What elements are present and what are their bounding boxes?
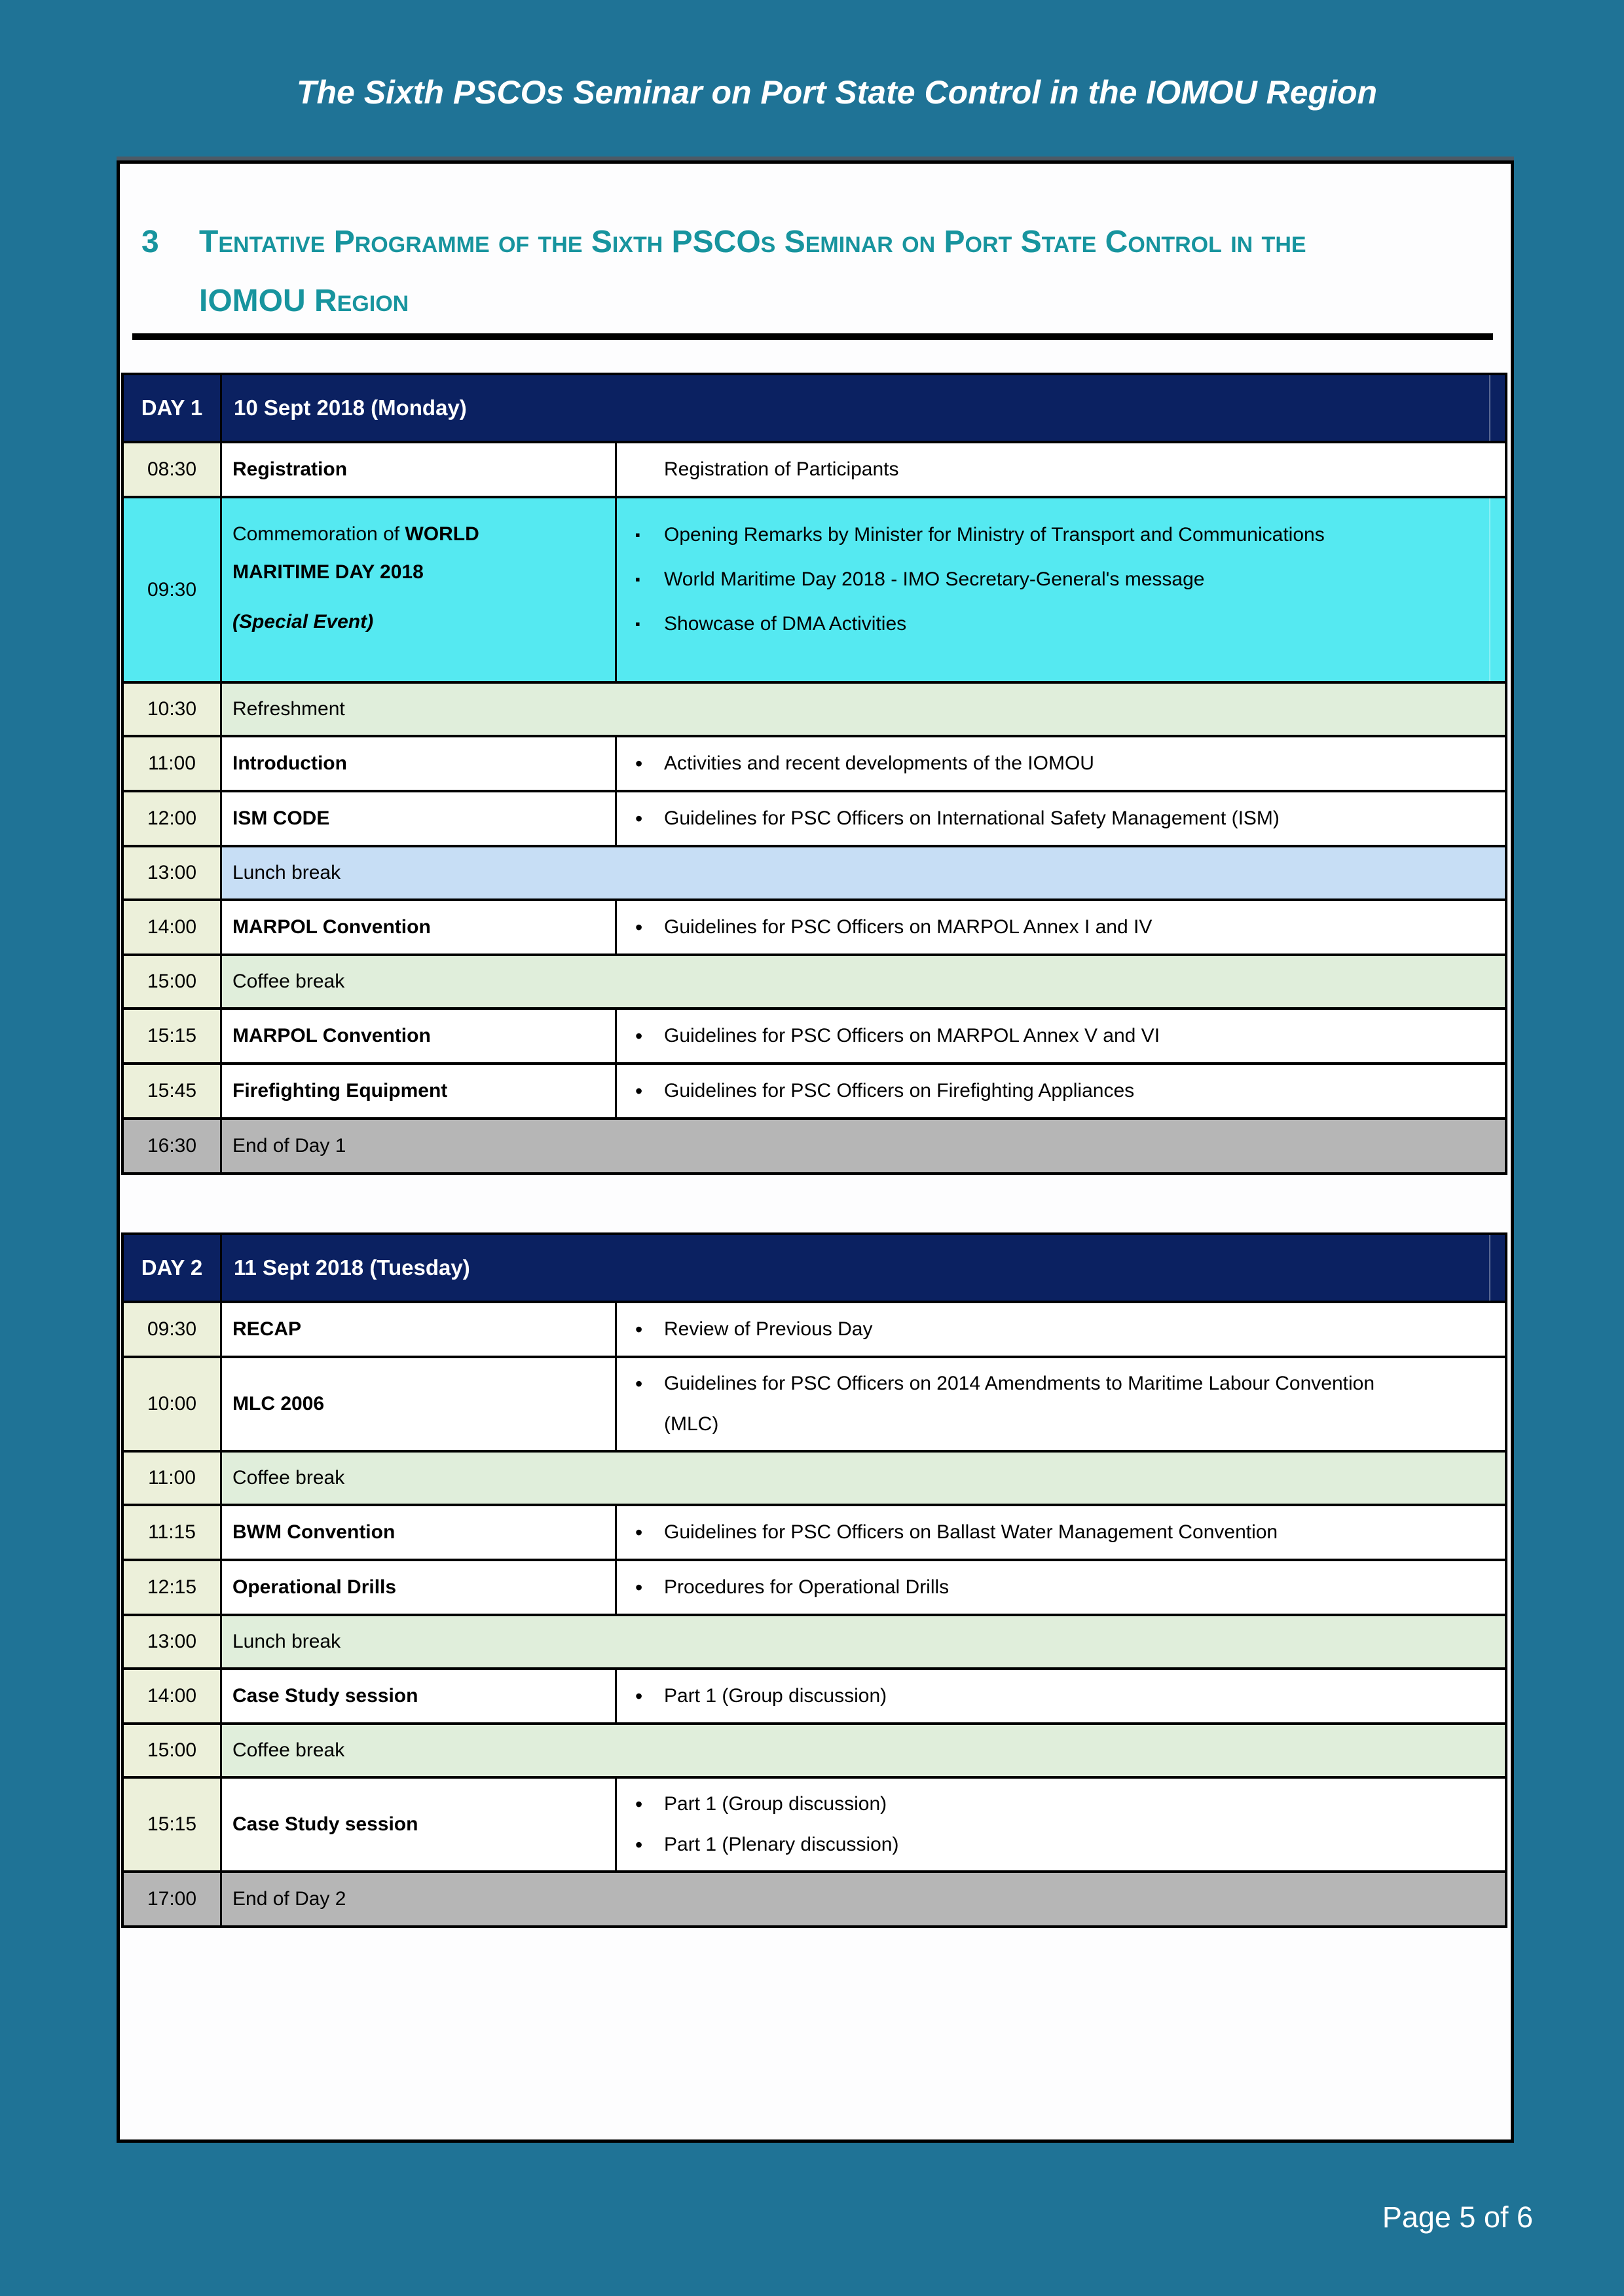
topic-cell	[220, 443, 615, 496]
detail-text: Guidelines for PSC Officers on MARPOL Annex V and VI	[664, 1025, 1160, 1046]
time-cell: 14:00	[124, 1670, 220, 1722]
topic-cell	[220, 1670, 615, 1722]
detail-line	[617, 743, 1094, 784]
schedule-row	[124, 790, 1505, 845]
time-cell: 15:15	[124, 1779, 220, 1870]
detail-text: Procedures for Operational Drills	[664, 1576, 950, 1598]
break-cell: Coffee break	[220, 956, 1505, 1007]
details-cell	[615, 1506, 1505, 1559]
topic-text: ISM CODE	[232, 807, 330, 829]
bullet-dot-icon: •	[635, 1318, 643, 1341]
detail-line	[617, 1512, 1278, 1553]
topic-text: MARPOL Convention	[232, 916, 431, 938]
detail-text: Opening Remarks by Minister for Ministry of Transport and Communications	[664, 524, 1325, 546]
end-of-day-cell: End of Day 2	[220, 1873, 1505, 1925]
break-cell: Lunch break	[220, 847, 1505, 898]
topic-text: Case Study session	[232, 1813, 418, 1835]
topic-cell	[220, 1561, 615, 1614]
day-label: DAY 1	[141, 396, 203, 420]
topic-run: WORLD MARITIME DAY 2018	[232, 523, 479, 583]
schedule-row	[124, 1117, 1505, 1172]
schedule-row	[124, 1722, 1505, 1776]
details-cell	[615, 443, 1505, 496]
topic-text: MLC 2006	[232, 1393, 325, 1415]
topic-cell	[220, 1303, 615, 1356]
detail-text: Activities and recent developments of the IOMOU	[664, 752, 1094, 774]
bullet-square-icon: ▪	[635, 616, 640, 632]
time-cell: 15:45	[124, 1065, 220, 1117]
schedule-row	[124, 954, 1505, 1007]
detail-text: Part 1 (Plenary discussion)	[664, 1834, 899, 1855]
details-cell	[615, 1779, 1505, 1870]
schedule-row	[124, 1870, 1505, 1925]
schedule-row	[124, 441, 1505, 496]
content-box	[117, 160, 1514, 2143]
detail-line	[617, 1784, 887, 1824]
detail-line	[617, 1676, 887, 1716]
topic-cell	[220, 1010, 615, 1062]
detail-line	[617, 798, 1280, 839]
schedule-row	[124, 735, 1505, 790]
bullet-dot-icon: •	[635, 1024, 643, 1048]
detail-text: Part 1 (Group discussion)	[664, 1793, 887, 1815]
break-cell: Refreshment	[220, 684, 1505, 735]
section-heading	[132, 213, 1493, 340]
day-date: 11 Sept 2018 (Tuesday)	[220, 1235, 1505, 1301]
details-cell	[615, 792, 1505, 845]
schedule-row	[124, 681, 1505, 735]
page-number: Page 5 of 6	[1382, 2200, 1533, 2234]
time-cell: 09:30	[124, 498, 220, 681]
detail-line	[617, 1363, 1388, 1445]
detail-text: Guidelines for PSC Officers on Ballast Water Management Convention	[664, 1521, 1278, 1543]
bullet-dot-icon: •	[635, 1576, 643, 1599]
detail-text: Guidelines for PSC Officers on 2014 Amendments to Maritime Labour Convention (MLC)	[664, 1373, 1375, 1435]
break-cell: Lunch break	[220, 1616, 1505, 1667]
details-cell	[615, 737, 1505, 790]
schedule-row	[124, 1776, 1505, 1870]
details-cell	[615, 1065, 1505, 1117]
time-cell: 14:00	[124, 901, 220, 954]
section-number: 3	[141, 225, 159, 259]
time-cell: 10:00	[124, 1358, 220, 1450]
bullet-dot-icon: •	[635, 1833, 643, 1857]
topic-run: Commemoration of	[232, 523, 405, 545]
time-cell: 11:00	[124, 737, 220, 790]
detail-line	[617, 907, 1152, 948]
day-header-row	[124, 375, 1505, 441]
detail-text: Showcase of DMA Activities	[664, 613, 907, 635]
day-date: 10 Sept 2018 (Monday)	[220, 375, 1505, 441]
detail-text: World Maritime Day 2018 - IMO Secretary-General's message	[664, 568, 1205, 590]
bullet-square-icon: ▪	[635, 527, 640, 543]
schedule-row	[124, 496, 1505, 681]
bullet-dot-icon: •	[635, 1079, 643, 1103]
time-cell: 11:15	[124, 1506, 220, 1559]
topic-text: Registration	[232, 458, 348, 480]
details-cell	[615, 1303, 1505, 1356]
time-cell: 16:30	[124, 1120, 220, 1172]
time-cell: 15:00	[124, 956, 220, 1007]
time-cell: 10:30	[124, 684, 220, 735]
topic-cell	[220, 737, 615, 790]
details-cell	[615, 1670, 1505, 1722]
time-cell: 12:00	[124, 792, 220, 845]
topic-cell	[220, 1779, 615, 1870]
topic-text: Operational Drills	[232, 1576, 397, 1598]
schedule-row	[124, 845, 1505, 898]
topic-text	[232, 515, 540, 641]
schedule-row	[124, 1504, 1505, 1559]
topic-cell	[220, 901, 615, 954]
schedule-row	[124, 1667, 1505, 1722]
bullet-dot-icon: •	[635, 752, 643, 775]
schedule-row	[124, 1007, 1505, 1062]
end-of-day-cell: End of Day 1	[220, 1120, 1505, 1172]
day-label: DAY 2	[141, 1255, 203, 1280]
detail-line	[617, 1016, 1160, 1056]
time-cell: 15:15	[124, 1010, 220, 1062]
detail-line	[617, 561, 1204, 599]
schedule-row	[124, 1356, 1505, 1450]
bullet-dot-icon: •	[635, 1684, 643, 1708]
detail-line	[617, 1309, 872, 1350]
time-cell: 13:00	[124, 1616, 220, 1667]
bullet-dot-icon: •	[635, 916, 643, 939]
topic-cell	[220, 792, 615, 845]
topic-cell	[220, 1065, 615, 1117]
special-event-note: (Special Event)	[232, 611, 374, 633]
detail-text: Guidelines for PSC Officers on International Safety Management (ISM)	[664, 807, 1280, 829]
topic-text: Case Study session	[232, 1685, 418, 1707]
topic-text: Firefighting Equipment	[232, 1080, 448, 1102]
page-header-title: The Sixth PSCOs Seminar on Port State Control in the IOMOU Region	[296, 74, 1378, 111]
detail-text: Registration of Participants	[664, 458, 899, 480]
bullet-dot-icon: •	[635, 1521, 643, 1544]
section-title: Tentative Programme of the Sixth PSCOs Seminar on Port State Control in the IOMOU Region	[199, 225, 1306, 318]
time-cell: 08:30	[124, 443, 220, 496]
topic-cell	[220, 1358, 615, 1450]
day-table-1	[121, 373, 1507, 1175]
topic-text: Introduction	[232, 752, 347, 774]
bullet-square-icon: ▪	[635, 571, 640, 587]
time-cell: 12:15	[124, 1561, 220, 1614]
bullet-dot-icon: •	[635, 807, 643, 830]
schedule-row	[124, 898, 1505, 954]
detail-line	[617, 605, 906, 643]
details-cell	[615, 1010, 1505, 1062]
break-cell: Coffee break	[220, 1725, 1505, 1776]
detail-line	[617, 449, 899, 490]
schedule-row	[124, 1559, 1505, 1614]
detail-line	[617, 1071, 1134, 1111]
schedule-row	[124, 1301, 1505, 1356]
details-cell	[615, 498, 1505, 681]
details-cell	[615, 1358, 1505, 1450]
detail-text: Guidelines for PSC Officers on MARPOL Annex I and IV	[664, 916, 1153, 938]
topic-text: MARPOL Convention	[232, 1025, 431, 1046]
day-header-row	[124, 1235, 1505, 1301]
detail-line	[617, 1567, 949, 1608]
schedule-row	[124, 1062, 1505, 1117]
detail-line	[617, 516, 1325, 554]
topic-cell	[220, 1506, 615, 1559]
schedule-row	[124, 1450, 1505, 1504]
schedule-row	[124, 1614, 1505, 1667]
details-cell	[615, 901, 1505, 954]
detail-text: Review of Previous Day	[664, 1318, 873, 1340]
bullet-dot-icon: •	[635, 1372, 643, 1396]
day-table-2	[121, 1232, 1507, 1928]
time-cell: 17:00	[124, 1873, 220, 1925]
time-cell: 15:00	[124, 1725, 220, 1776]
break-cell: Coffee break	[220, 1453, 1505, 1504]
time-cell: 09:30	[124, 1303, 220, 1356]
bullet-dot-icon: •	[635, 1792, 643, 1816]
detail-text: Guidelines for PSC Officers on Firefighting Appliances	[664, 1080, 1135, 1102]
details-cell	[615, 1561, 1505, 1614]
time-cell: 13:00	[124, 847, 220, 898]
topic-text: RECAP	[232, 1318, 302, 1340]
topic-text: BWM Convention	[232, 1521, 396, 1543]
time-cell: 11:00	[124, 1453, 220, 1504]
detail-line	[617, 1824, 898, 1865]
topic-cell	[220, 498, 615, 681]
detail-text: Part 1 (Group discussion)	[664, 1685, 887, 1707]
